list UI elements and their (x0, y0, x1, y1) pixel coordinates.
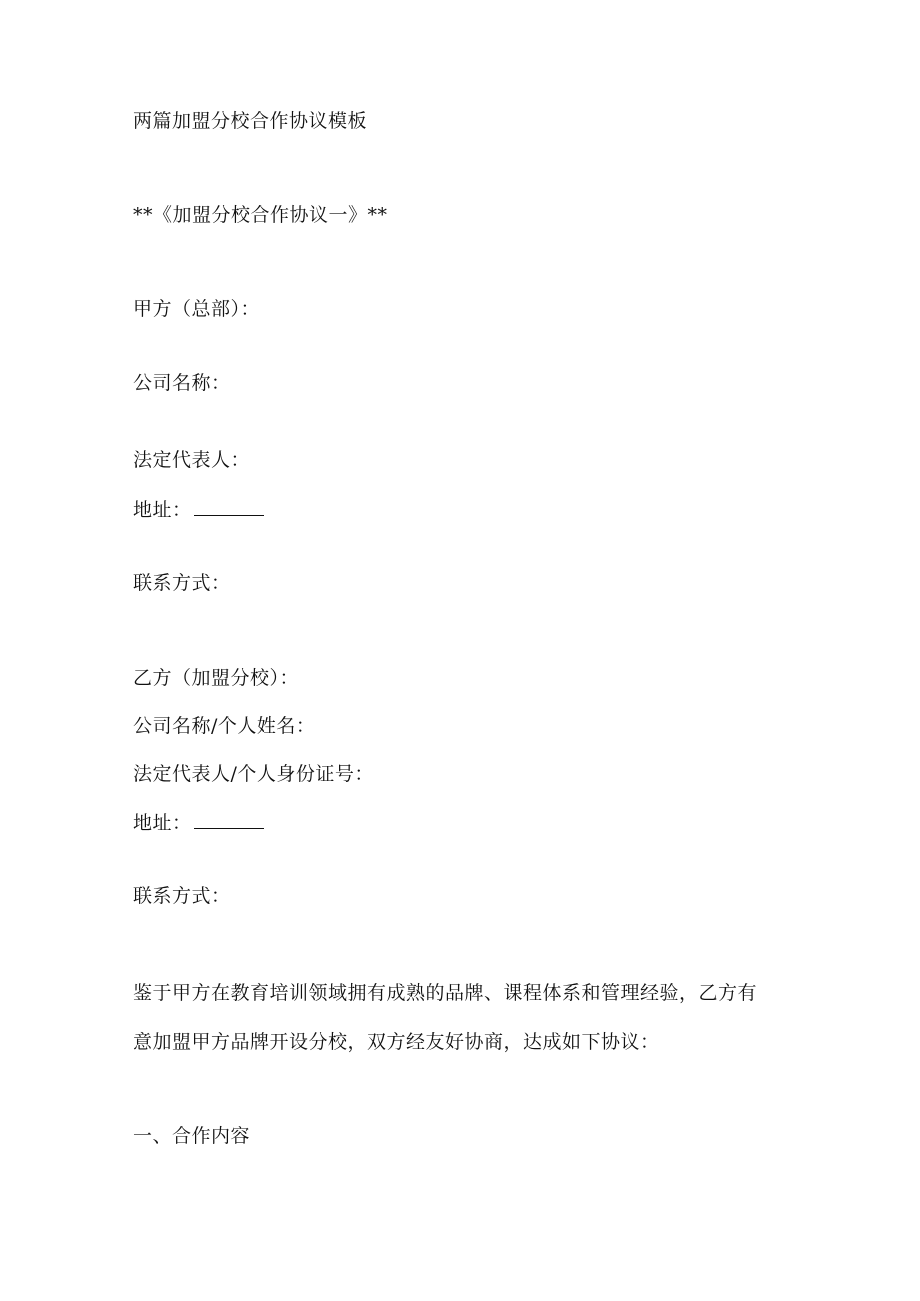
agreement-subtitle: **《加盟分校合作协议一》** (133, 204, 388, 226)
party-b-contact: 联系方式： (133, 885, 231, 907)
document-title: 两篇加盟分校合作协议模板 (133, 110, 368, 132)
party-b-heading: 乙方（加盟分校）： (133, 667, 300, 689)
party-a-contact: 联系方式： (133, 572, 231, 594)
party-a-legal-rep: 法定代表人： (133, 449, 251, 471)
party-b-company-name: 公司名称/个人姓名： (133, 715, 316, 737)
section-heading: 一、合作内容 (133, 1125, 251, 1147)
party-a-company-name: 公司名称： (133, 372, 231, 394)
party-a-address-blank (194, 497, 264, 516)
preamble-line: 意加盟甲方品牌开设分校，双方经友好协商，达成如下协议： (133, 1031, 660, 1053)
preamble-line: 鉴于甲方在教育培训领域拥有成熟的品牌、课程体系和管理经验，乙方有 (133, 982, 758, 1004)
party-b-legal-rep: 法定代表人/个人身份证号： (133, 763, 374, 785)
party-b-address-row (133, 810, 264, 836)
party-a-heading: 甲方（总部）： (133, 298, 261, 320)
party-b-address-label: 地址： (133, 812, 192, 834)
party-a-address-label: 地址： (133, 499, 192, 521)
party-b-address-blank (194, 810, 264, 829)
party-a-address-row (133, 497, 264, 523)
